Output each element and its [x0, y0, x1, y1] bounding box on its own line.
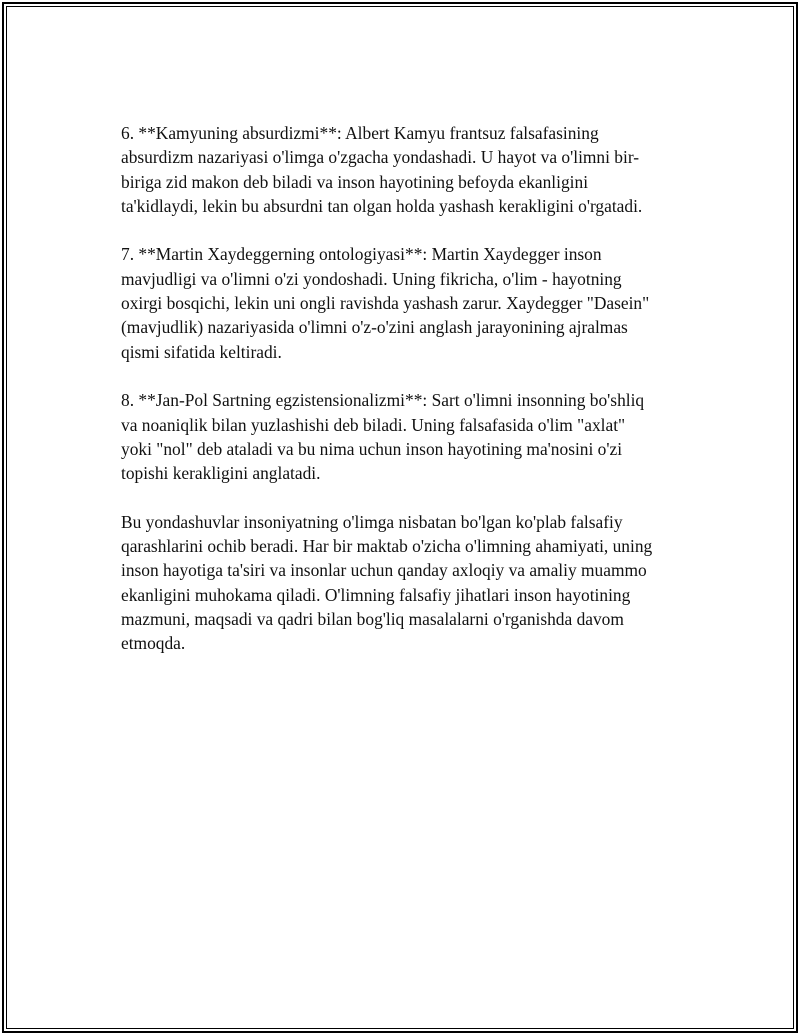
text-line: qismi sifatida keltiradi. [121, 341, 282, 362]
text-line: 7. **Martin Xaydeggerning ontologiyasi**: Martin Xaydegger inson [121, 244, 602, 265]
text-line: 8. **Jan-Pol Sartning egzistensionalizmi**: Sart o'limni insonning bo'shliq [121, 390, 645, 411]
paragraph-conclusion [121, 510, 681, 656]
text-line: 6. **Kamyuning absurdizmi**: Albert Kamyu frantsuz falsafasining [121, 123, 599, 143]
text-line: etmoqda. [121, 633, 186, 654]
paragraph-sartre [121, 388, 681, 485]
text-line: mavjudligi va o'limni o'zi yondoshadi. Uning fikricha, o'lim - hayotning [121, 268, 622, 289]
document-body [121, 121, 681, 680]
text-line: ta'kidlaydi, lekin bu absurdni tan olgan holda yashash kerakligini o'rgatadi. [121, 195, 643, 216]
text-line: topishi kerakligini anglatadi. [121, 463, 321, 484]
paragraph-heidegger [121, 242, 681, 363]
paragraph-kamyu [121, 121, 681, 218]
text-line: yoki "nol" deb ataladi va bu nima uchun inson hayotining ma'nosini o'zi [121, 438, 623, 459]
text-line: absurdizm nazariyasi o'limga o'zgacha yondashadi. U hayot va o'limni bir- [121, 147, 640, 168]
text-line: (mavjudlik) nazariyasida o'limni o'z-o'zini anglash jarayonining ajralmas [121, 317, 628, 338]
text-line: ekanligini muhokama qiladi. O'limning falsafiy jihatlari inson hayotining [121, 584, 631, 605]
text-line: mazmuni, maqsadi va qadri bilan bog'liq masalalarni o'rganishda davom [121, 608, 624, 629]
text-line: oxirgi bosqichi, lekin uni ongli ravishda yashash zarur. Xaydegger "Dasein" [121, 293, 650, 314]
text-line: va noaniqlik bilan yuzlashishi deb biladi. Uning falsafasida o'lim "axlat" [121, 414, 626, 435]
text-line: biriga zid makon deb biladi va inson hayotining befoyda ekanligini [121, 171, 589, 192]
text-line: Bu yondashuvlar insoniyatning o'limga nisbatan bo'lgan ko'plab falsafiy [121, 511, 623, 532]
text-line: qarashlarini ochib beradi. Har bir maktab o'zicha o'limning ahamiyati, uning [121, 536, 653, 557]
page-frame [2, 2, 798, 1033]
text-line: inson hayotiga ta'siri va insonlar uchun qanday axloqiy va amaliy muammo [121, 560, 647, 581]
